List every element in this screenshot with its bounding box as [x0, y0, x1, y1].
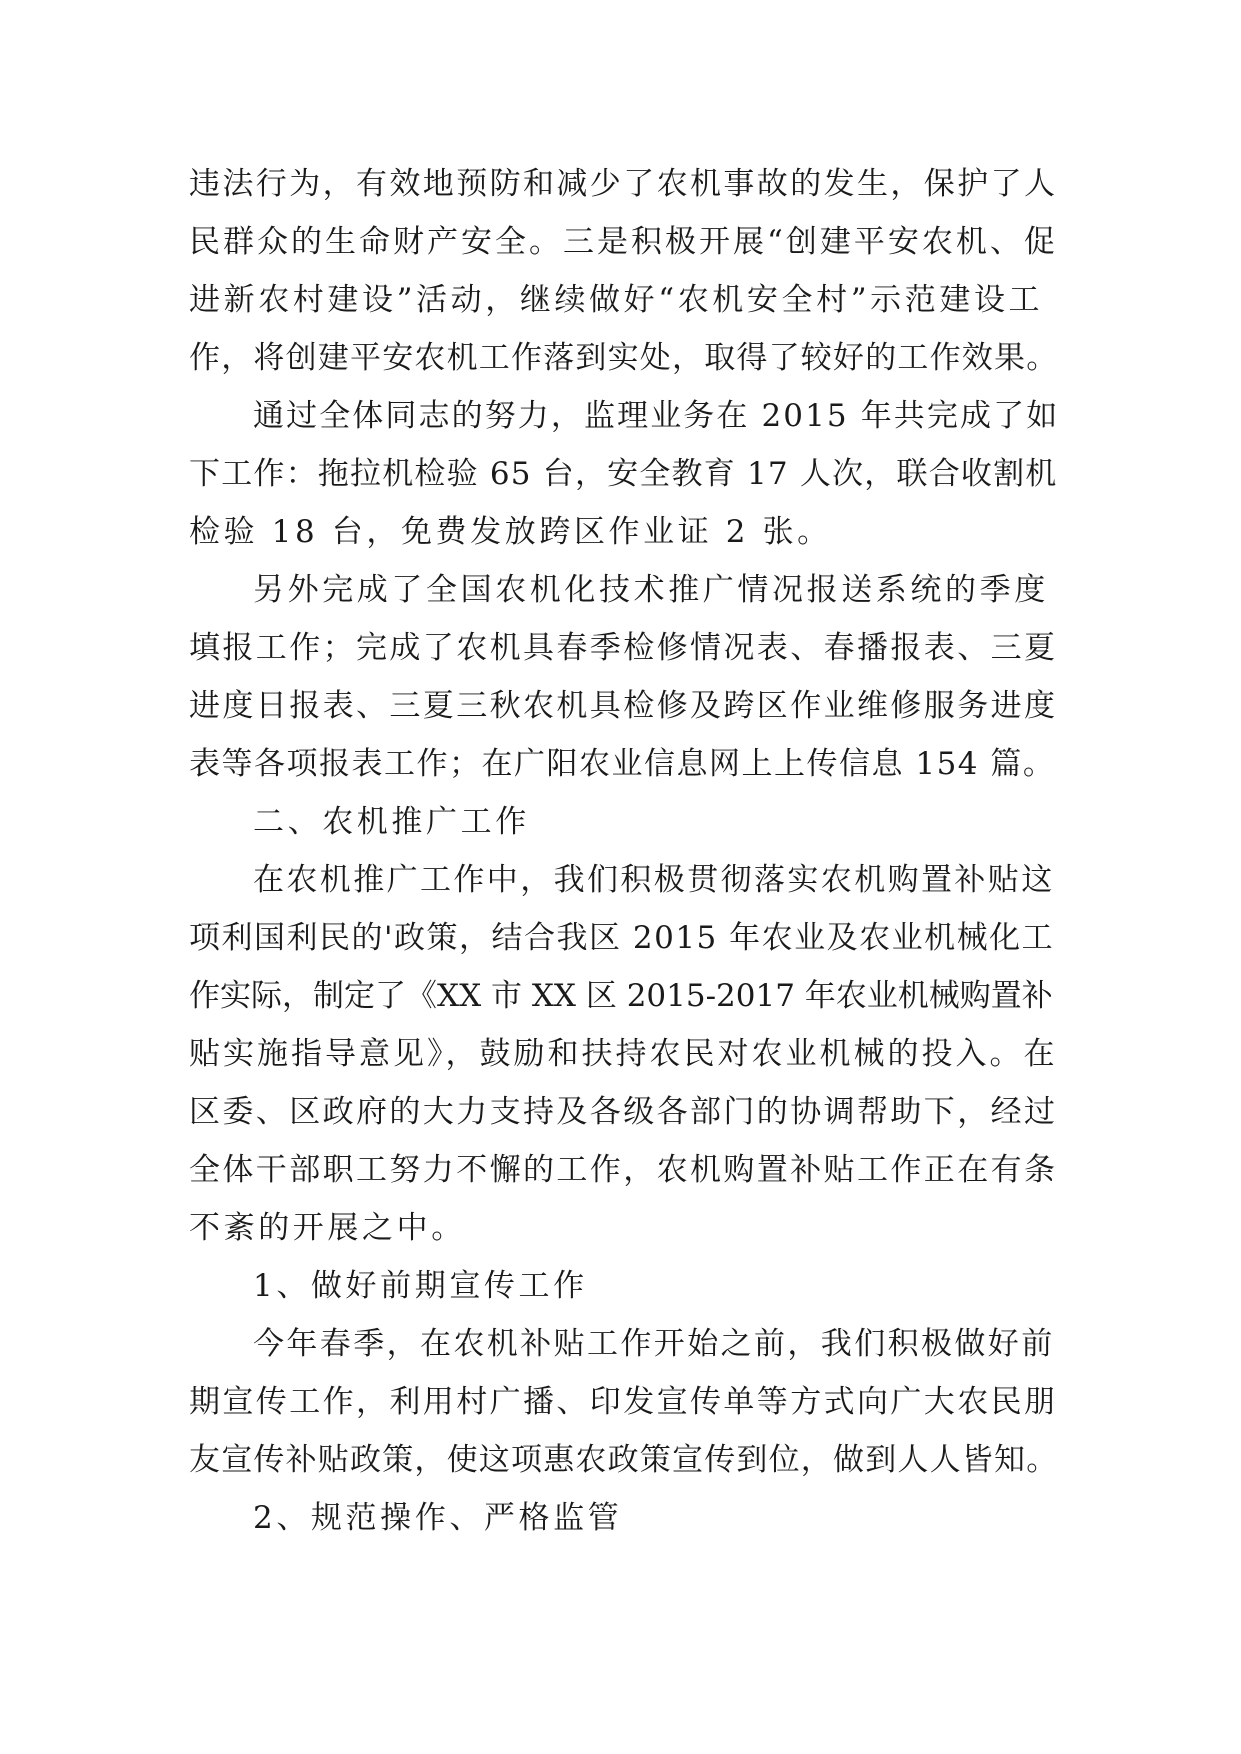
text-line: 作，将创建平安农机工作落到实处，取得了较好的工作效果。 [189, 340, 1059, 376]
text-line: 不紊的开展之中。 [189, 1210, 466, 1246]
text-line: 表等各项报表工作；在广阳农业信息网上上传信息 154 篇。 [189, 746, 1056, 782]
text-line: 2、规范操作、严格监管 [253, 1500, 623, 1536]
text-line: 作实际，制定了《XX 市 XX 区 2015-2017 年农业机械购置补 [189, 978, 1053, 1014]
text-line: 全体干部职工努力不懈的工作，农机购置补贴工作正在有条 [189, 1152, 1058, 1188]
text-line: 区委、区政府的大力支持及各级各部门的协调帮助下，经过 [189, 1094, 1058, 1130]
text-line: 项利国利民的'政策，结合我区 2015 年农业及农业机械化工 [189, 920, 1055, 956]
text-line: 今年春季，在农机补贴工作开始之前，我们积极做好前 [253, 1326, 1055, 1362]
text-line: 1、做好前期宣传工作 [253, 1268, 588, 1304]
text-line: 在农机推广工作中，我们积极贯彻落实农机购置补贴这 [253, 862, 1055, 898]
text-line: 民群众的生命财产安全。三是积极开展“创建平安农机、促 [189, 224, 1058, 260]
text-line: 二、农机推广工作 [253, 804, 530, 840]
text-line: 进度日报表、三夏三秋农机具检修及跨区作业维修服务进度 [189, 688, 1058, 724]
text-line: 友宣传补贴政策，使这项惠农政策宣传到位，做到人人皆知。 [189, 1442, 1059, 1478]
text-line: 进新农村建设”活动，继续做好“农机安全村”示范建设工 [189, 282, 1044, 318]
text-line: 下工作：拖拉机检验 65 台，安全教育 17 人次，联合收割机 [189, 456, 1058, 492]
text-line: 另外完成了全国农机化技术推广情况报送系统的季度 [253, 572, 1049, 608]
text-line: 违法行为，有效地预防和减少了农机事故的发生，保护了人 [189, 166, 1058, 202]
text-line: 贴实施指导意见》，鼓励和扶持农民对农业机械的投入。在 [189, 1036, 1058, 1072]
text-line: 填报工作；完成了农机具春季检修情况表、春播报表、三夏 [189, 630, 1058, 666]
document-body [189, 155, 1059, 1547]
text-line: 期宣传工作，利用村广播、印发宣传单等方式向广大农民朋 [189, 1384, 1058, 1420]
text-line: 通过全体同志的努力，监理业务在 2015 年共完成了如 [253, 398, 1060, 434]
text-line: 检验 18 台，免费发放跨区作业证 2 张。 [189, 514, 832, 550]
